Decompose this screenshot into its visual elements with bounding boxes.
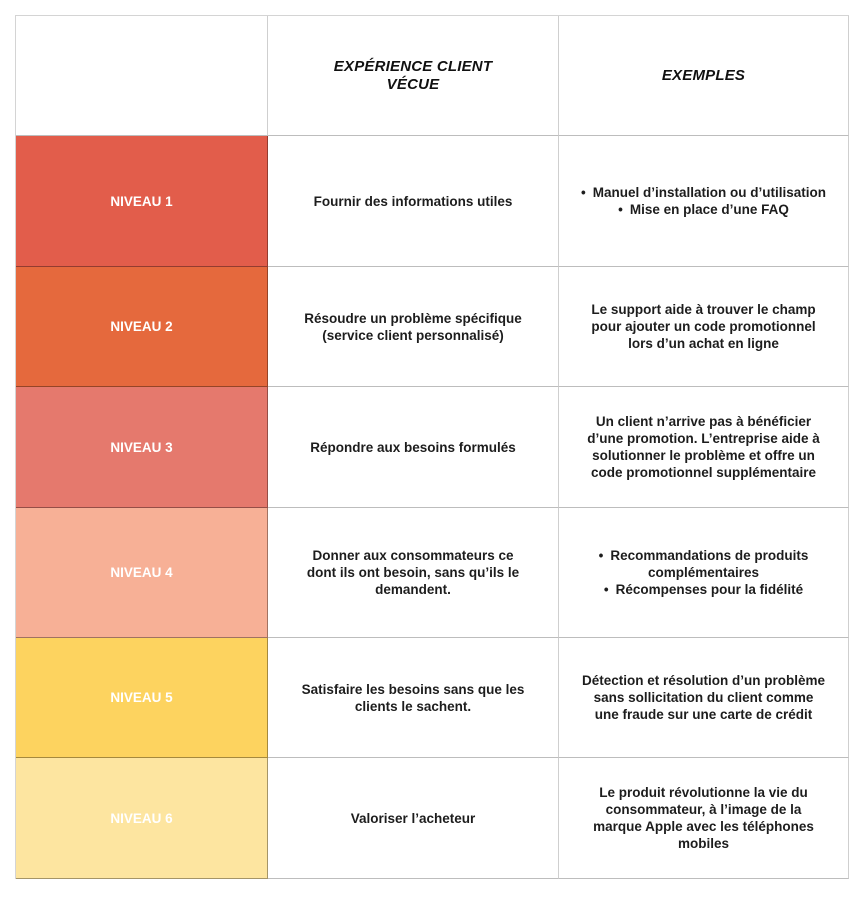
level-cell-3 [16, 387, 268, 508]
examples-cell-3 [559, 387, 849, 508]
examples-cell-4 [559, 508, 849, 638]
example-text: Un client n’arrive pas à bénéficier d’une promotion. L’entreprise aide à solutionner le problème et offre un code promotionnel supplémentaire [587, 414, 820, 480]
header-examples-label: EXEMPLES [661, 66, 746, 84]
level-label: NIVEAU 4 [110, 565, 173, 580]
level-label: NIVEAU 3 [110, 439, 173, 455]
experience-cell-4 [268, 508, 559, 638]
level-cell-6 [16, 758, 268, 879]
header-experience-label: EXPÉRIENCE CLIENT VÉCUE [333, 57, 493, 93]
example-text: Le support aide à trouver le champ pour ajouter un code promotionnel lors d’un achat en ligne [591, 302, 816, 351]
examples-cell-6 [559, 758, 849, 879]
level-cell-5 [16, 638, 268, 758]
experience-cell-3 [268, 387, 559, 508]
header-examples-cell [559, 16, 849, 136]
examples-cell-1 [559, 136, 849, 267]
examples-list [581, 184, 826, 218]
level-label: NIVEAU 1 [110, 193, 173, 209]
level-label: NIVEAU 6 [110, 810, 173, 826]
examples-list [581, 547, 826, 598]
level-cell-4 [16, 508, 268, 638]
experience-text: Satisfaire les besoins sans que les clients le sachent. [301, 681, 525, 714]
example-item: • Récompenses pour la fidélité [581, 581, 826, 598]
experience-cell-1 [268, 136, 559, 267]
level-cell-1 [16, 136, 268, 267]
header-empty-cell [16, 16, 268, 136]
experience-text: Fournir des informations utiles [313, 193, 513, 209]
experience-text: Donner aux consommateurs ce dont ils ont besoin, sans qu’ils le demandent. [306, 548, 520, 597]
experience-text: Valoriser l’acheteur [350, 810, 476, 826]
example-item: • Manuel d’installation ou d’utilisation [581, 184, 826, 201]
header-experience-cell [268, 16, 559, 136]
customer-experience-levels-table [15, 15, 849, 879]
example-text: Le produit révolutionne la vie du consommateur, à l’image de la marque Apple avec les téléphones mobiles [593, 785, 814, 851]
experience-text: Résoudre un problème spécifique (service client personnalisé) [304, 310, 522, 343]
example-text: Détection et résolution d’un problème sans sollicitation du client comme une fraude sur une carte de crédit [581, 673, 826, 722]
level-label: NIVEAU 5 [110, 690, 173, 705]
examples-cell-2 [559, 267, 849, 387]
experience-cell-2 [268, 267, 559, 387]
experience-cell-5 [268, 638, 559, 758]
experience-text: Répondre aux besoins formulés [310, 439, 516, 455]
example-item: • Mise en place d’une FAQ [581, 201, 826, 218]
level-cell-2 [16, 267, 268, 387]
level-label: NIVEAU 2 [110, 319, 173, 334]
examples-cell-5 [559, 638, 849, 758]
example-item: • Recommandations de produits complémentaires [581, 547, 826, 581]
experience-cell-6 [268, 758, 559, 879]
